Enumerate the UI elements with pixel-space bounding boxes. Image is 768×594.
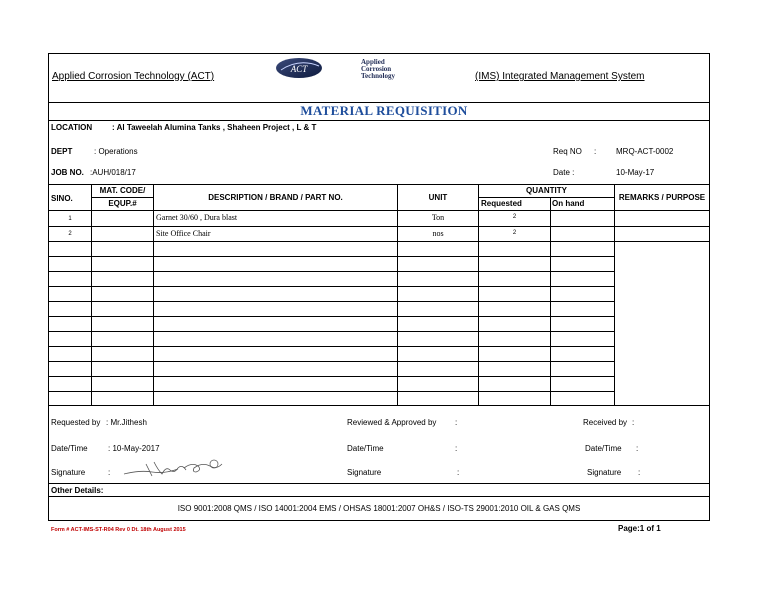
reqno-label: Req NO	[553, 147, 582, 156]
date-label: Date :	[553, 168, 575, 177]
col-onhand: On hand	[552, 199, 585, 208]
company-logo	[275, 56, 455, 82]
signature-colon: :	[108, 468, 111, 477]
row-border	[49, 256, 614, 257]
act-logo-icon	[275, 56, 455, 82]
reviewed-label: Reviewed & Approved by	[347, 418, 437, 427]
table-top-border	[49, 184, 709, 185]
location-label: LOCATION	[51, 123, 93, 132]
col-description: DESCRIPTION / BRAND / PART NO.	[208, 193, 343, 202]
date-value: 10-May-17	[616, 168, 655, 177]
signature2-colon: :	[457, 468, 460, 477]
row-border	[49, 271, 614, 272]
reviewed-colon: :	[455, 418, 458, 427]
row-border	[49, 376, 614, 377]
signature2-label: Signature	[347, 468, 382, 477]
received-label: Received by	[583, 418, 628, 427]
row-slno: 1	[68, 216, 72, 222]
quantity-subheader-line	[479, 197, 614, 198]
row-border	[49, 361, 614, 362]
col-quantity: QUANTITY	[526, 186, 567, 195]
row-unit: Ton	[431, 213, 445, 222]
reqno-colon: :	[594, 147, 597, 156]
datetime2-label: Date/Time	[347, 444, 384, 453]
row-requested: 2	[512, 230, 517, 236]
row-border	[49, 301, 614, 302]
jobno-value: :AUH/018/17	[90, 168, 136, 177]
col-remarks: REMARKS / PURPOSE	[618, 193, 706, 202]
col-divider	[614, 184, 615, 405]
logo-line-3: Technology	[361, 72, 395, 80]
dept-value: : Operations	[94, 147, 138, 156]
received-colon: :	[632, 418, 635, 427]
requested-by-label: Requested by	[51, 418, 101, 427]
table-bottom-border	[49, 405, 709, 406]
row-border	[49, 391, 614, 392]
signature-scribble-icon	[122, 456, 226, 480]
row-border	[49, 210, 709, 211]
logo-mark: ACT	[290, 64, 308, 74]
row-border	[49, 316, 614, 317]
row-requested: 2	[512, 214, 517, 220]
handwritten-signature	[122, 456, 226, 480]
datetime-label: Date/Time	[51, 444, 88, 453]
other-details-label: Other Details:	[51, 486, 104, 495]
datetime2-colon: :	[455, 444, 458, 453]
jobno-label: JOB NO.	[51, 168, 84, 177]
company-name: Applied Corrosion Technology (ACT)	[52, 71, 215, 82]
col-matcode: MAT. CODE/	[99, 186, 146, 195]
row-border	[49, 241, 709, 242]
divider	[49, 483, 709, 484]
iso-certifications: ISO 9001:2008 QMS / ISO 14001:2004 EMS / OHSAS 18001:2007 OH&S / ISO-TS 29001:2010 OIL & GAS QMS	[177, 504, 581, 513]
datetime3-label: Date/Time	[585, 444, 622, 453]
signature3-colon: :	[638, 468, 641, 477]
requested-by-value: : Mr.Jithesh	[106, 418, 147, 427]
page-number: Page:1 of 1	[618, 524, 661, 533]
datetime3-colon: :	[636, 444, 639, 453]
row-unit: nos	[432, 229, 444, 238]
divider	[49, 120, 709, 121]
matcode-subheader-line	[92, 197, 153, 198]
logo-line-2: Corrosion	[361, 65, 392, 73]
datetime-value: : 10-May-2017	[108, 444, 160, 453]
row-border	[49, 346, 614, 347]
col-unit: UNIT	[428, 193, 448, 202]
logo-line-1: Applied	[361, 58, 385, 66]
divider	[49, 496, 709, 497]
reqno-value: MRQ-ACT-0002	[616, 147, 674, 156]
col-divider	[91, 184, 92, 405]
col-divider	[153, 184, 154, 405]
page-title: MATERIAL REQUISITION	[300, 103, 468, 118]
dept-label: DEPT	[51, 147, 73, 156]
row-border	[49, 226, 709, 227]
signature-label: Signature	[51, 468, 86, 477]
row-border	[49, 331, 614, 332]
signature3-label: Signature	[587, 468, 622, 477]
col-slno: SlNO.	[51, 194, 73, 203]
ims-system-title: (IMS) Integrated Management System	[475, 71, 645, 82]
form-reference: Form # ACT-IMS-ST-R04 Rev 0 Dt. 18th August 2015	[51, 527, 186, 533]
row-description: Site Office Chair	[156, 229, 211, 238]
row-border	[49, 286, 614, 287]
row-description: Garnet 30/60 , Dura blast	[156, 213, 238, 222]
col-requested: Requested	[481, 199, 522, 208]
row-slno: 2	[68, 231, 72, 237]
location-value: : Al Taweelah Alumina Tanks , Shaheen Project , L & T	[112, 123, 317, 132]
col-equip: EQUP.#	[108, 199, 137, 208]
